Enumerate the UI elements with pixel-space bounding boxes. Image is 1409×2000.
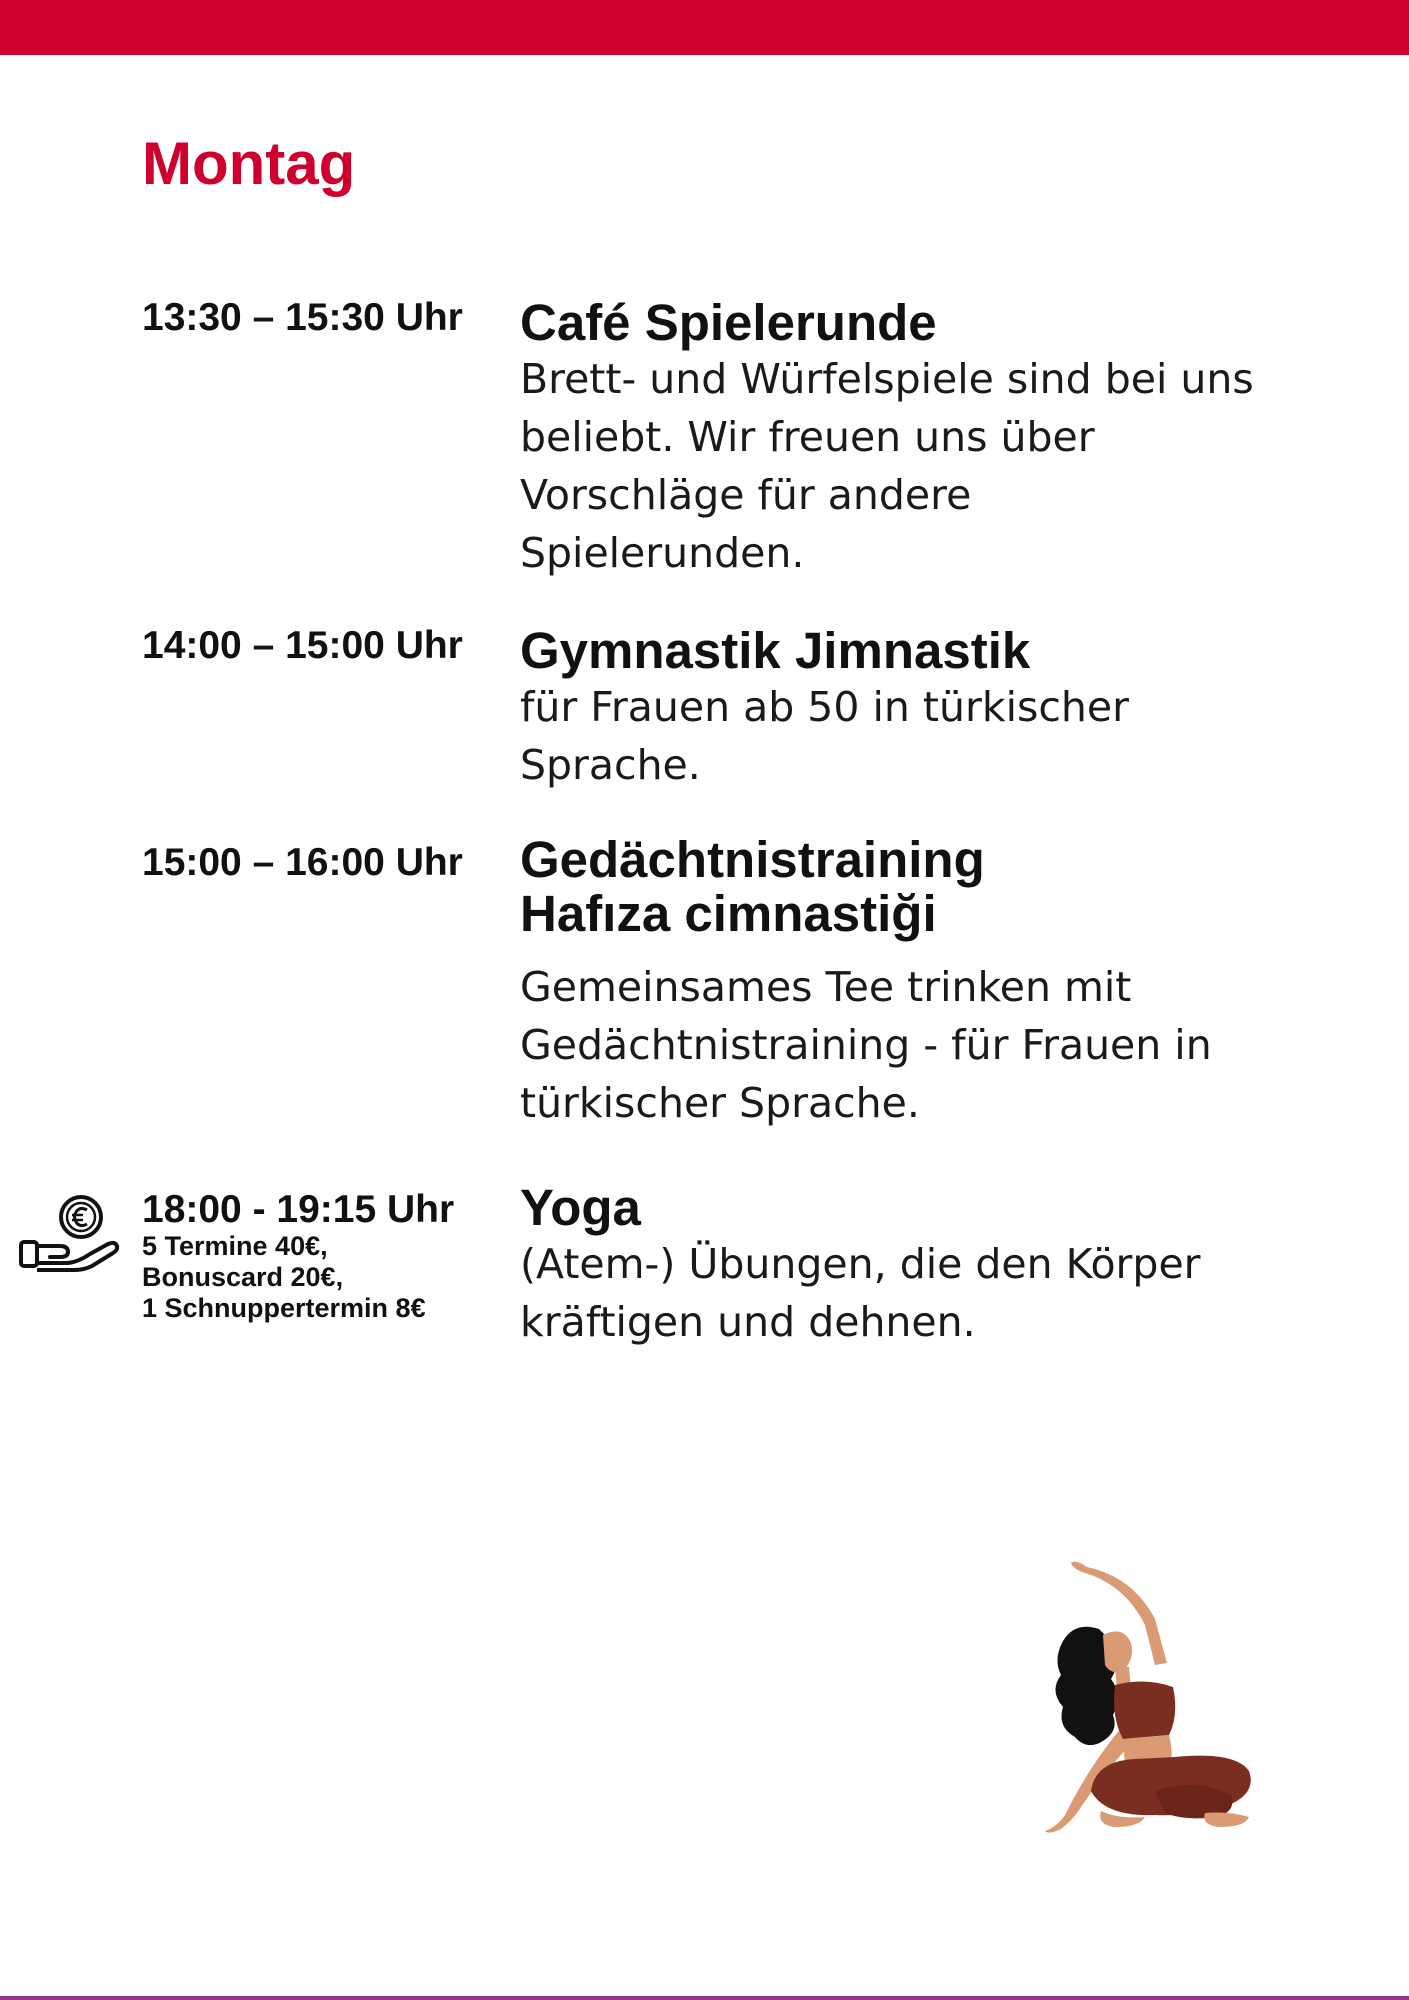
event-title-line: Gedächtnistraining [520, 831, 985, 888]
description-line: (Atem-) Übungen, die den Körper [520, 1240, 1201, 1288]
top-accent-bar [0, 0, 1409, 55]
description-line: türkischer Sprache. [520, 1079, 920, 1127]
euro-coin-hand-icon [18, 1190, 122, 1274]
yoga-woman-illustration [1005, 1555, 1295, 1870]
event-title-line: Café Spielerunde [520, 294, 937, 351]
event-title [520, 833, 985, 941]
event-time: 15:00 – 16:00 Uhr [142, 841, 463, 884]
page-title: Montag [142, 130, 356, 197]
description-line: Brett- und Würfelspiele sind bei uns [520, 355, 1254, 403]
event-title-line: Yoga [520, 1179, 641, 1236]
price-line: Bonuscard 20€, [142, 1262, 344, 1292]
event-time: 14:00 – 15:00 Uhr [142, 624, 463, 667]
description-line: Sprache. [520, 741, 701, 789]
event-description [520, 1235, 1280, 1351]
bottom-border-line [0, 1996, 1409, 2000]
description-line: beliebt. Wir freuen uns über [520, 413, 1095, 461]
event-title-line: Hafıza cimnastiği [520, 885, 937, 942]
price-line: 5 Termine 40€, [142, 1231, 328, 1261]
description-line: für Frauen ab 50 in türkischer [520, 683, 1129, 731]
description-line: Gedächtnistraining - für Frauen in [520, 1021, 1212, 1069]
event-description [520, 958, 1280, 1132]
description-line: Vorschläge für andere [520, 471, 972, 519]
event-description [520, 350, 1280, 582]
event-title [520, 296, 937, 350]
description-line: kräftigen und dehnen. [520, 1298, 976, 1346]
event-time: 18:00 - 19:15 Uhr [142, 1188, 455, 1231]
event-title [520, 624, 1030, 678]
description-line: Gemeinsames Tee trinken mit [520, 963, 1132, 1011]
event-title [520, 1181, 641, 1235]
price-line: 1 Schnuppertermin 8€ [142, 1293, 426, 1323]
event-title-line: Gymnastik Jimnastik [520, 622, 1031, 679]
event-time: 13:30 – 15:30 Uhr [142, 296, 463, 339]
event-description [520, 678, 1280, 794]
description-line: Spielerunden. [520, 529, 805, 577]
price-info [142, 1231, 426, 1324]
